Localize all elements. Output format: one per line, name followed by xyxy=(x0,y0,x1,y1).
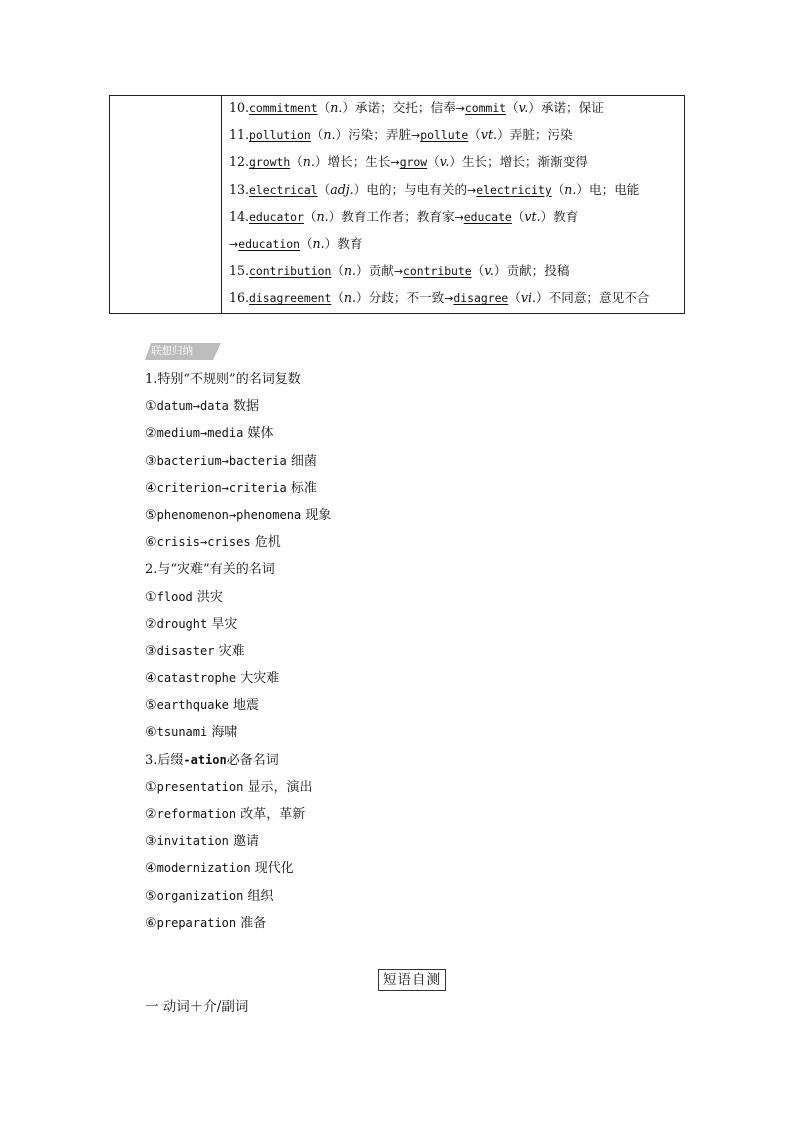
list-item: ③invitation 邀请 xyxy=(145,834,260,850)
noun-word: growth xyxy=(249,155,291,170)
subsection-heading: 一 动词＋介/副词 xyxy=(145,999,249,1015)
group-title: 2.与“灾难”有关的名词 xyxy=(145,562,275,578)
list-item: ①datum→data 数据 xyxy=(145,399,260,415)
arrow-icon: → xyxy=(467,183,477,197)
list-item: ⑥crisis→crises 危机 xyxy=(145,535,281,551)
list-item: ④catastrophe 大灾难 xyxy=(145,671,280,687)
section-title: 短语自测 xyxy=(378,969,446,991)
list-item: ⑤organization 组织 xyxy=(145,888,274,904)
arrow-icon: → xyxy=(390,156,400,170)
noun-word: contribution xyxy=(249,264,332,279)
related-word: contribute xyxy=(403,264,472,279)
group-title: 3.后缀-ation必备名词 xyxy=(145,752,279,768)
list-item: ①flood 洪灾 xyxy=(145,589,223,605)
arrow-icon: → xyxy=(229,237,239,251)
arrow-icon: → xyxy=(444,292,454,306)
noun-word: pollution xyxy=(249,128,311,143)
noun-word: disagreement xyxy=(249,291,332,306)
vocab-row: 16.disagreement（n.）分歧；不一致→disagree（vi.）不同意；意见不合 xyxy=(229,290,650,306)
related-word: electricity xyxy=(476,182,552,197)
vocab-row: 15.contribution（n.）贡献→contribute（v.）贡献；投稿 xyxy=(229,263,570,279)
vocab-row: 14.educator（n.）教育工作者；教育家→educate（vt.）教育 xyxy=(229,208,579,224)
vocab-row: 11.pollution（n.）污染；弄脏→pollute（vt.）弄脏；污染 xyxy=(229,127,573,143)
vocab-row: 12.growth（n.）增长；生长→grow（v.）生长；增长；渐渐变得 xyxy=(229,154,588,170)
related-word: disagree xyxy=(453,291,509,306)
related-word: pollute xyxy=(420,128,469,143)
noun-word: commitment xyxy=(249,101,318,115)
list-item: ⑤phenomenon→phenomena 现象 xyxy=(145,507,332,523)
related-word: education xyxy=(238,236,300,251)
vocab-row: 10.commitment（n.）承诺；交托；信奉→commit（v.）承诺；保证 xyxy=(229,100,604,115)
vocab-row: 13.electrical（adj.）电的；与电有关的→electricity（n.）电；电能 xyxy=(229,181,640,197)
vocab-row-continuation: →education（n.）教育 xyxy=(229,235,363,251)
list-item: ③bacterium→bacteria 细菌 xyxy=(145,453,317,469)
tag-label: 联想归纳 xyxy=(151,345,193,357)
association-tag xyxy=(145,343,221,360)
arrow-icon: → xyxy=(454,210,464,224)
list-item: ④modernization 现代化 xyxy=(145,861,294,877)
list-item: ⑥preparation 准备 xyxy=(145,915,267,931)
vocab-rows xyxy=(229,96,682,312)
noun-word: educator xyxy=(249,209,304,224)
list-item: ②reformation 改革，革新 xyxy=(145,807,306,822)
list-item: ④criterion→criteria 标准 xyxy=(145,480,317,496)
list-item: ②drought 旱灾 xyxy=(145,616,238,632)
related-word: commit xyxy=(464,101,507,115)
arrow-icon: → xyxy=(455,102,465,115)
arrow-icon: → xyxy=(411,129,421,143)
list-item: ②medium→media 媒体 xyxy=(145,426,274,442)
related-word: educate xyxy=(463,209,512,224)
group-title: 1.特别“不规则”的名词复数 xyxy=(145,372,301,387)
vocabulary-table xyxy=(109,95,685,314)
list-item: ③disaster 灾难 xyxy=(145,643,245,659)
list-item: ⑤earthquake 地震 xyxy=(145,698,260,714)
noun-word: electrical xyxy=(249,182,318,197)
arrow-icon: → xyxy=(393,265,404,279)
list-item: ①presentation 显示，演出 xyxy=(145,779,313,795)
table-left-cell xyxy=(110,96,222,313)
list-item: ⑥tsunami 海啸 xyxy=(145,725,238,741)
related-word: grow xyxy=(399,155,428,170)
group-irregular-plurals xyxy=(145,366,331,937)
